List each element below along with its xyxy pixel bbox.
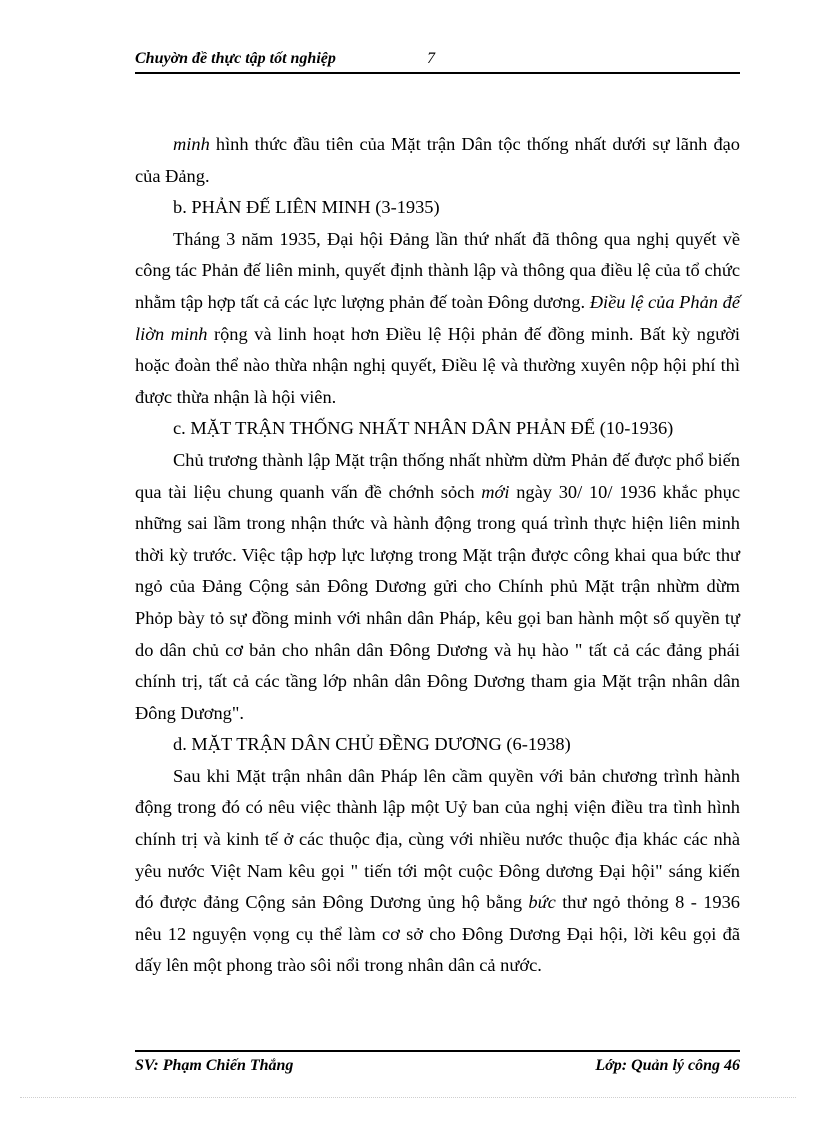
document-title: Chuyờn đề thực tập tốt nghiệp xyxy=(135,50,336,67)
page-footer xyxy=(135,1050,740,1080)
section-heading-d: d. MẶT TRẬN DÂN CHỦ ĐỀNG DƯƠNG (6-1938) xyxy=(173,734,571,755)
section-heading-c: c. MẶT TRẬN THỐNG NHẤT NHÂN DÂN PHẢN ĐẾ (10-1936) xyxy=(173,418,674,439)
paragraph-text: thư ngỏ thỏng 8 - 1936 nêu 12 nguyện vọng cụ thể làm cơ sở cho Đông Dương Đại hội, lời kêu gọi đã dấy lên một phong trào sôi nổi trong nhân dân cả nước. xyxy=(135,892,741,976)
page-number: 7 xyxy=(427,50,435,67)
paragraph-text: rộng và linh hoạt hơn Điều lệ Hội phản đế đồng minh. Bất kỳ người hoặc đoàn thể nào thừa nhận nghị quyết, Điều lệ và thường xuyên nộp hội phí thì được thừa nhận là hội viên. xyxy=(135,323,740,407)
paragraph-text: hình thức đầu tiên của Mặt trận Dân tộc thống nhất dưới sự lãnh đạo của Đảng. xyxy=(135,134,740,186)
paragraph-text: Sau khi Mặt trận nhân dân Pháp lên cầm quyền với bản chương trình hành động trong đó có nêu việc thành lập một Uỷ ban của nghị viện điều tra tình hình chính trị và kinh tế ở các thuộc địa, cùng với nhiều nước thuộc địa khác các nhà yêu nước Việt Nam kêu gọi " tiến tới một cuộc Đông dương Đại hội" sáng kiến đó được đảng Cộng sản Đông Dương ủng hộ bằng xyxy=(135,765,740,913)
paragraph-b xyxy=(135,224,740,414)
class-name: Lớp: Quản lý công 46 xyxy=(595,1057,740,1074)
page-bottom-border xyxy=(20,1097,796,1098)
italic-text: mới xyxy=(481,481,510,502)
paragraph-d xyxy=(135,761,740,982)
section-heading-b: b. PHẢN ĐẾ LIÊN MINH (3-1935) xyxy=(173,197,440,218)
page-header xyxy=(135,48,740,74)
document-body xyxy=(135,129,740,982)
italic-text: Điều lệ của Phản đế liờn minh xyxy=(135,291,740,344)
paragraph-text: ngày 30/ 10/ 1936 khắc phục những sai lầm trong nhận thức và hành động trong quá trình thực hiện liên minh thời kỳ trước. Việc tập hợp lực lượng trong Mặt trận được công khai qua bức thư ngỏ của Đảng Cộng sản Đông Dương gửi cho Chính phủ Mặt trận nhừm dừm Phỏp bày tỏ sự đồng minh với nhân dân Pháp, kêu gọi ban hành một số quyền tự do dân chủ cơ bản cho nhân dân Đông Dương và hụ hào " tất cả các đảng phái chính trị, tất cả các tầng lớp nhân dân Đông Dương tham gia Mặt trận nhân dân Đông Dương". xyxy=(135,481,740,723)
paragraph-c xyxy=(135,445,740,729)
paragraph-intro xyxy=(135,129,740,192)
paragraph-text: Tháng 3 năm 1935, Đại hội Đảng lần thứ nhất đã thông qua nghị quyết về công tác Phản đế liên minh, quyết định thành lập và thông qua điều lệ của tổ chức nhằm tập hợp tất cả các lực lượng phản đế toàn Đông dương. xyxy=(135,228,740,312)
italic-text: minh xyxy=(173,134,210,154)
paragraph-text: Chủ trương thành lập Mặt trận thống nhất nhừm dừm Phản đế được phổ biến qua tài liệu chung quanh vấn đề chớnh sỏch xyxy=(135,449,740,502)
italic-text: bức xyxy=(528,892,556,913)
student-name: SV: Phạm Chiến Thắng xyxy=(135,1057,294,1074)
